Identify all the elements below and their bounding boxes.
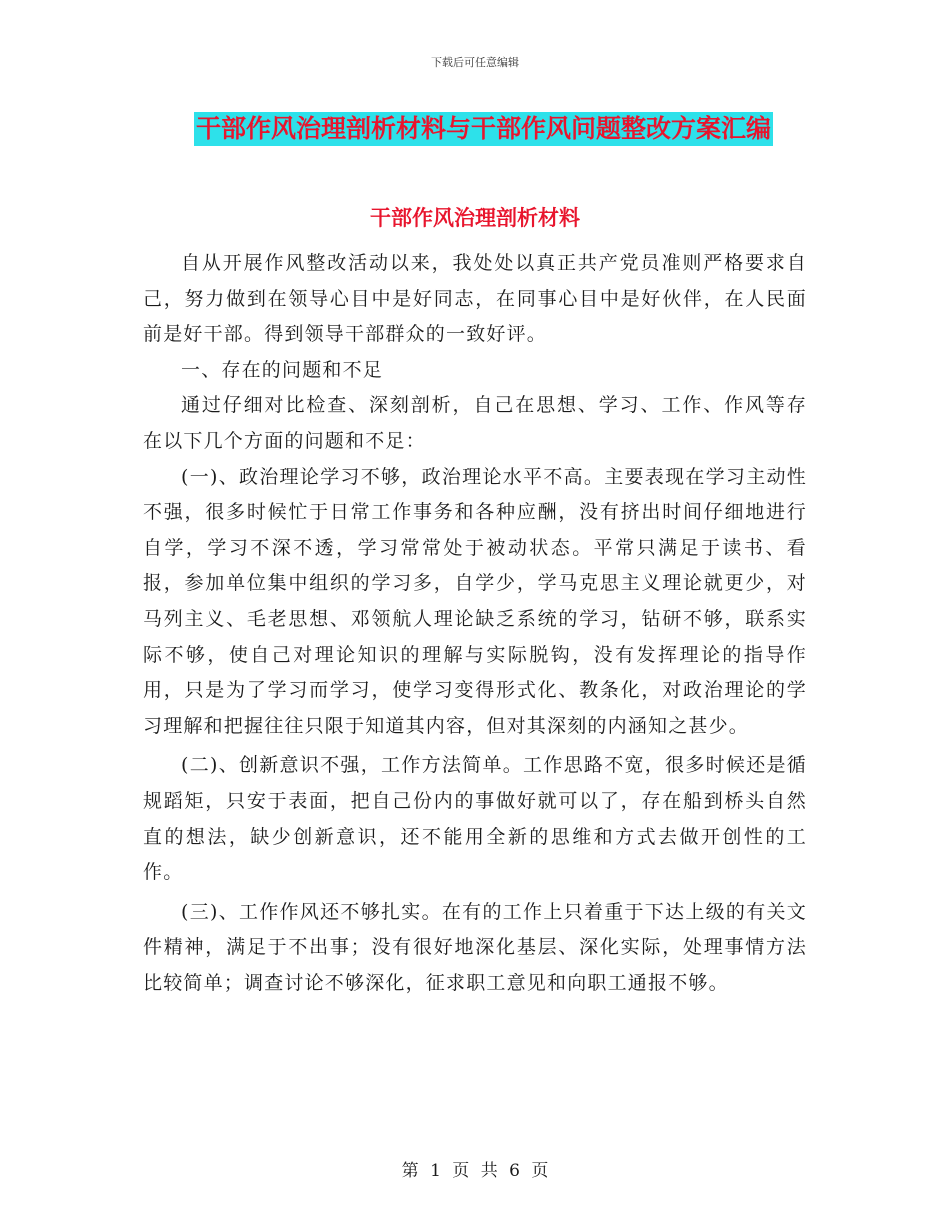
header-note: 下载后可任意编辑 xyxy=(431,56,519,69)
paragraph-item-2: (二)、创新意识不强，工作方法简单。工作思路不宽，很多时候还是循规蹈矩，只安于表面，把自己份内的事做好就可以了，存在船到桥头自然直的想法，缺少创新意识，还不能用全新的思维和方式去做开创性的工作。 xyxy=(143,754,807,884)
paragraph-item-1: (一)、政治理论学习不够，政治理论水平不高。主要表现在学习主动性不强，很多时候忙于日常工作事务和各种应酬，没有挤出时间仔细地进行自学，学习不深不透，学习常常处于被动状态。平常只满足于读书、看报，参加单位集中组织的学习多，自学少，学马克思主义理论就更少，对马列主义、毛老思想、邓领航人理论缺乏系统的学习，钻研不够，联系实际不够，使自己对理论知识的理解与实际脱钩，没有发挥理论的指导作用，只是为了学习而学习，使学习变得形式化、教条化，对政治理论的学习理解和把握往往只限于知道其内容，但对其深刻的内涵知之甚少。 xyxy=(143,465,807,737)
paragraph-intro: 自从开展作风整改活动以来，我处处以真正共产党员准则严格要求自己，努力做到在领导心目中是好同志，在同事心目中是好伙伴，在人民面前是好干部。得到领导干部群众的一致好评。 xyxy=(143,252,807,346)
document-title: 干部作风治理剖析材料与干部作风问题整改方案汇编 xyxy=(194,112,773,146)
paragraph-overview: 通过仔细对比检查、深刻剖析，自己在思想、学习、工作、作风等存在以下几个方面的问题和不足： xyxy=(143,394,807,452)
document-body xyxy=(143,246,807,1001)
paragraph-heading-problems: 一、存在的问题和不足 xyxy=(181,358,384,381)
section-title: 干部作风治理剖析材料 xyxy=(370,206,580,230)
paragraph-item-3: (三)、工作作风还不够扎实。在有的工作上只着重于下达上级的有关文件精神，满足于不出事；没有很好地深化基层、深化实际，处理事情方法比较简单；调查讨论不够深化，征求职工意见和向职工通报不够。 xyxy=(143,900,807,994)
page-number: 第 1 页 共 6 页 xyxy=(401,1161,549,1181)
